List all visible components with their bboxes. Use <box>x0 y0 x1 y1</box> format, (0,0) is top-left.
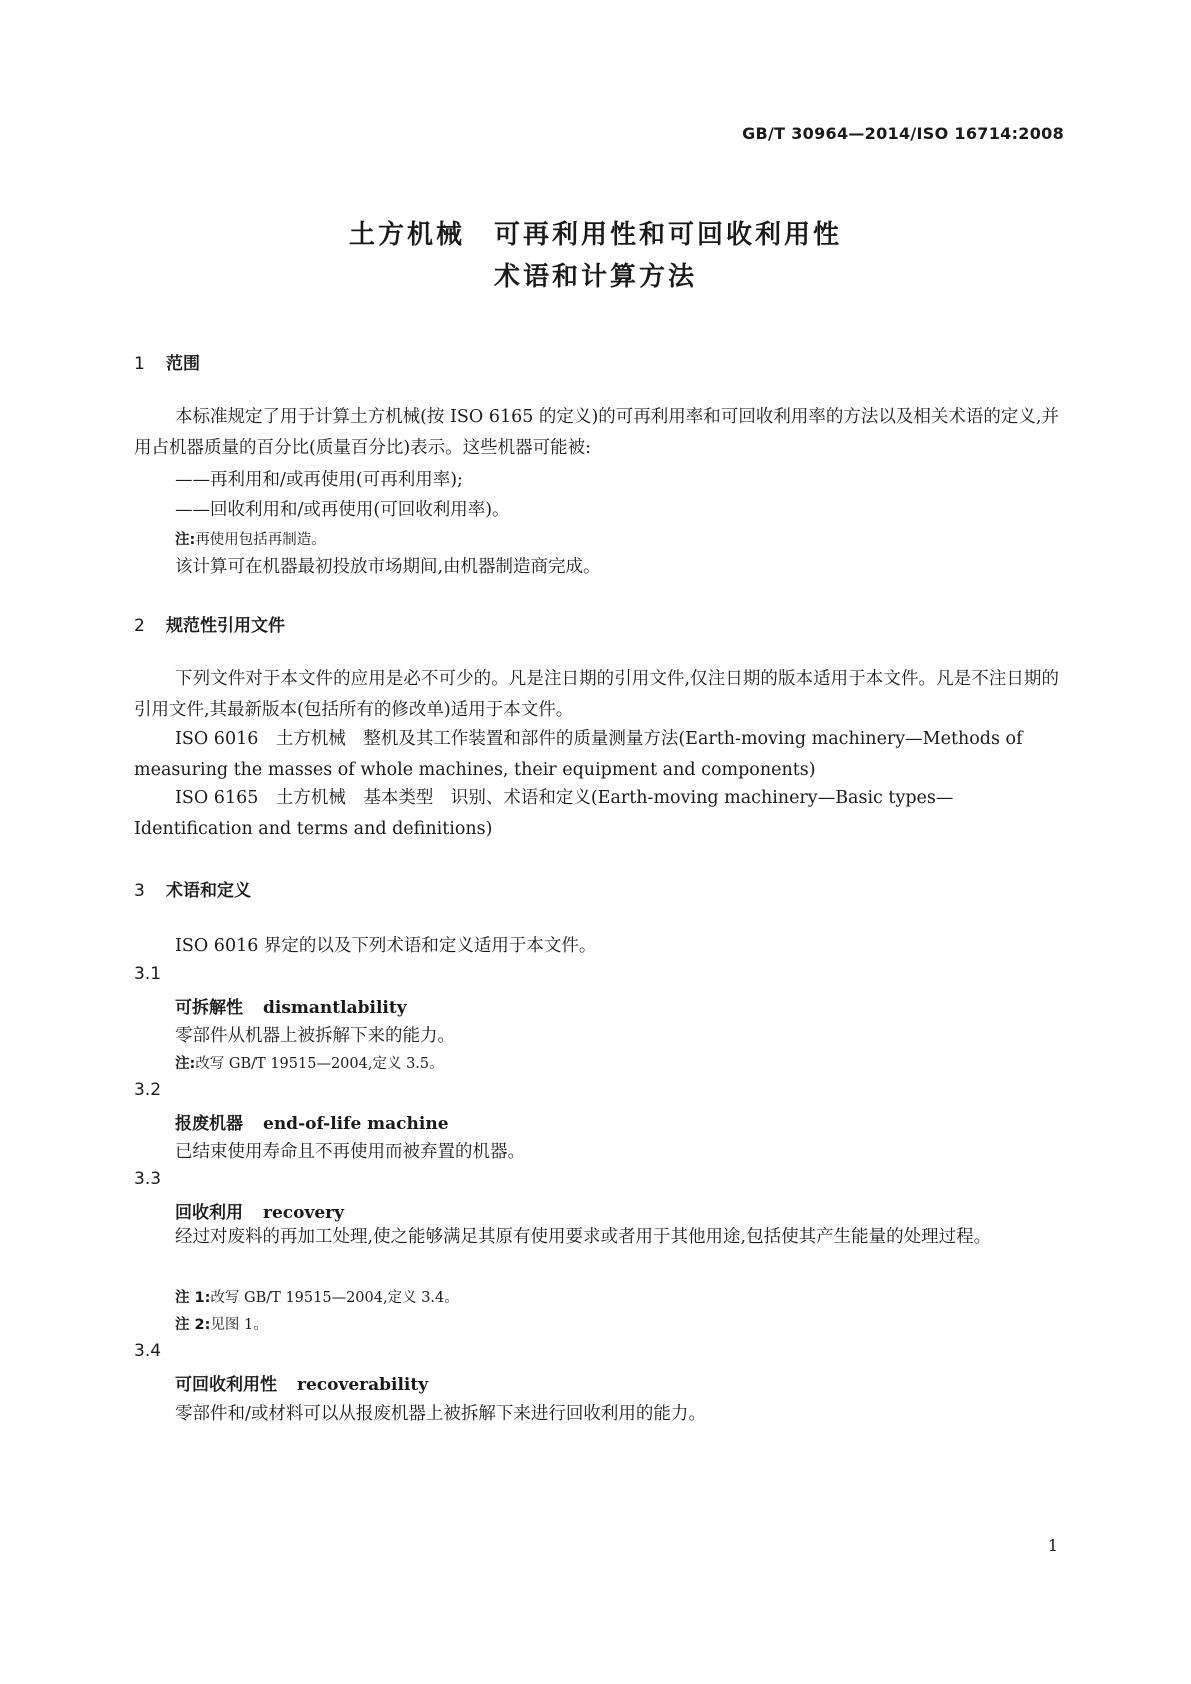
note-text: 改写 GB/T 19515—2004,定义 3.4。 <box>210 1290 459 1306</box>
note-label: 注 2: <box>175 1317 211 1333</box>
clause-number: 3.2 <box>134 1080 162 1100</box>
term-definition: 零部件和/或材料可以从报废机器上被拆解下来进行回收利用的能力。 <box>175 1404 706 1424</box>
scope-paragraph: 本标准规定了用于计算土方机械(按 ISO 6165 的定义)的可再利用率和可回收利用率的方法以及相关术语的定义,并用占机器质量的百分比(质量百分比)表示。这些机器可能被: <box>134 407 1059 458</box>
section-title: 术语和定义 <box>166 881 251 901</box>
note-label: 注 1: <box>175 1290 211 1306</box>
section-1-heading <box>134 349 200 374</box>
title-line-1: 土方机械 可再利用性和可回收利用性 <box>348 220 842 250</box>
note-text: 见图 1。 <box>210 1317 268 1333</box>
term-definition: 已结束使用寿命且不再使用而被弃置的机器。 <box>175 1142 525 1162</box>
term-definition: 零部件从机器上被拆解下来的能力。 <box>175 1026 455 1046</box>
section-title: 范围 <box>166 354 200 374</box>
term-chinese: 可回收利用性 <box>175 1375 277 1395</box>
note-text: 再使用包括再制造。 <box>195 532 326 548</box>
clause-number: 3.3 <box>134 1169 162 1189</box>
term-heading <box>175 1109 449 1134</box>
term-english: end-of-life machine <box>263 1114 449 1134</box>
normative-references-paragraph: 下列文件对于本文件的应用是必不可少的。凡是注日期的引用文件,仅注日期的版本适用于本文件。凡是不注日期的引用文件,其最新版本(包括所有的修改单)适用于本文件。 <box>134 669 1059 720</box>
section-number: 1 <box>134 354 145 374</box>
term-heading <box>175 1370 428 1395</box>
scope-list-item-1: ——再利用和/或再使用(可再利用率); <box>175 470 463 490</box>
term-definition: 经过对废料的再加工处理,使之能够满足其原有使用要求或者用于其他用途,包括使其产生能量的处理过程。 <box>175 1227 992 1247</box>
section-number: 2 <box>134 616 145 636</box>
note-label: 注: <box>175 1056 196 1072</box>
term-heading <box>175 993 407 1018</box>
reference-iso-6165: ISO 6165 土方机械 基本类型 识别、术语和定义(Earth-moving machinery—Basic types—Identification and terms and definitions) <box>134 788 954 839</box>
clause-number: 3.1 <box>134 964 162 984</box>
term-note-2 <box>175 1313 268 1334</box>
scope-note <box>175 528 326 549</box>
terms-intro: ISO 6016 界定的以及下列术语和定义适用于本文件。 <box>175 936 597 956</box>
note-label: 注: <box>175 532 196 548</box>
scope-paragraph-2: 该计算可在机器最初投放市场期间,由机器制造商完成。 <box>175 557 601 577</box>
standard-number: GB/T 30964—2014/ISO 16714:2008 <box>742 124 1064 143</box>
term-english: recovery <box>263 1203 344 1223</box>
title-line-2: 术语和计算方法 <box>493 262 697 292</box>
clause-number: 3.4 <box>134 1341 162 1361</box>
note-text: 改写 GB/T 19515—2004,定义 3.5。 <box>195 1056 444 1072</box>
section-number: 3 <box>134 881 145 901</box>
term-chinese: 可拆解性 <box>175 998 243 1018</box>
section-3-heading <box>134 876 251 901</box>
section-2-heading <box>134 611 285 636</box>
term-note <box>175 1052 444 1073</box>
term-chinese: 回收利用 <box>175 1203 243 1223</box>
term-chinese: 报废机器 <box>175 1114 243 1134</box>
reference-iso-6016: ISO 6016 土方机械 整机及其工作装置和部件的质量测量方法(Earth-moving machinery—Methods of measuring the masses of whole machines, their equipment and components) <box>134 729 1023 780</box>
term-english: recoverability <box>297 1375 429 1395</box>
term-heading <box>175 1198 344 1223</box>
term-note-1 <box>175 1286 459 1307</box>
term-english: dismantlability <box>263 998 407 1018</box>
section-title: 规范性引用文件 <box>166 616 285 636</box>
scope-list-item-2: ——回收利用和/或再使用(可回收利用率)。 <box>175 500 510 520</box>
page-number: 1 <box>1047 1536 1058 1555</box>
